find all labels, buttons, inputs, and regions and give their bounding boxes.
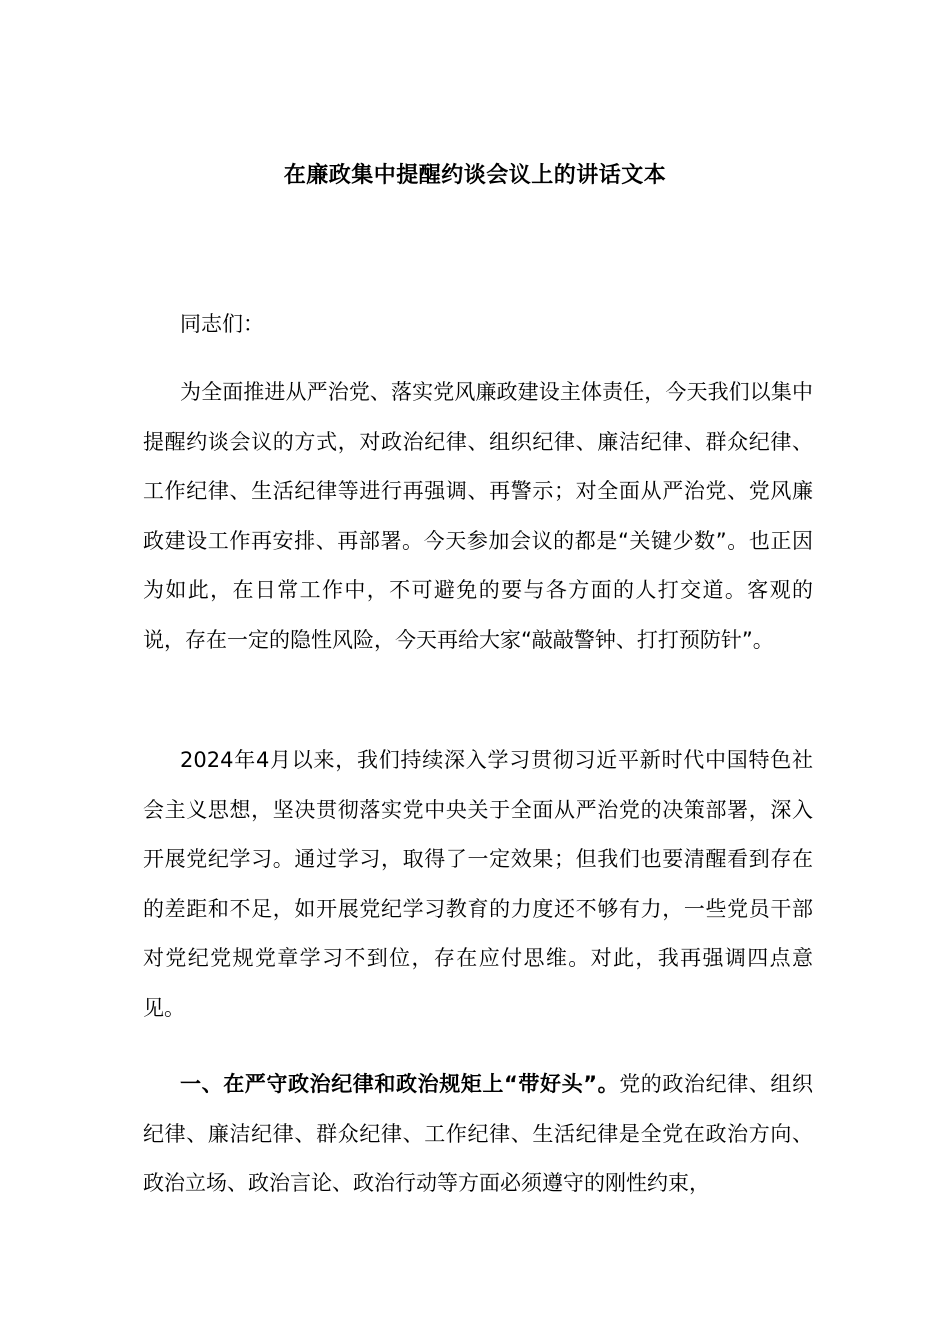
paragraph-3 <box>143 1060 813 1209</box>
document-title: 在廉政集中提醒约谈会议上的讲话文本 <box>283 163 667 188</box>
paragraph-2-text: 2024年4月以来，我们持续深入学习贯彻习近平新时代中国特色社会主义思想，坚决贯彻落实党中央关于全面从严治党的决策部署，深入开展党纪学习。通过学习，取得了一定效果；但我们也要清醒看到存在的差距和不足，如开展党纪学习教育的力度还不够有力，一些党员干部对党纪党规党章学习不到位，存在应付思维。对此，我再强调四点意见。 <box>143 748 813 1020</box>
paragraph-2 <box>143 736 813 1033</box>
paragraph-1: 为全面推进从严治党、落实党风廉政建设主体责任，今天我们以集中提醒约谈会议的方式，对政治纪律、组织纪律、廉洁纪律、群众纪律、工作纪律、生活纪律等进行再强调、再警示；对全面从严治党、党风廉政建设工作再安排、再部署。今天参加会议的都是“关键少数”。也正因为如此，在日常工作中，不可避免的要与各方面的人打交道。客观的说，存在一定的隐性风险，今天再给大家“敲敲警钟、打打预防针”。 <box>143 380 813 652</box>
greeting: 同志们： <box>180 312 264 336</box>
section-heading-1: 一、在严守政治纪律和政治规矩上“带好头”。 <box>180 1072 620 1096</box>
paragraph-3-text: 党的政治纪律、组织纪律、廉洁纪律、群众纪律、工作纪律、生活纪律是全党在政治方向、政治立场、政治言论、政治行动等方面必须遵守的刚性约束， <box>143 1072 813 1195</box>
